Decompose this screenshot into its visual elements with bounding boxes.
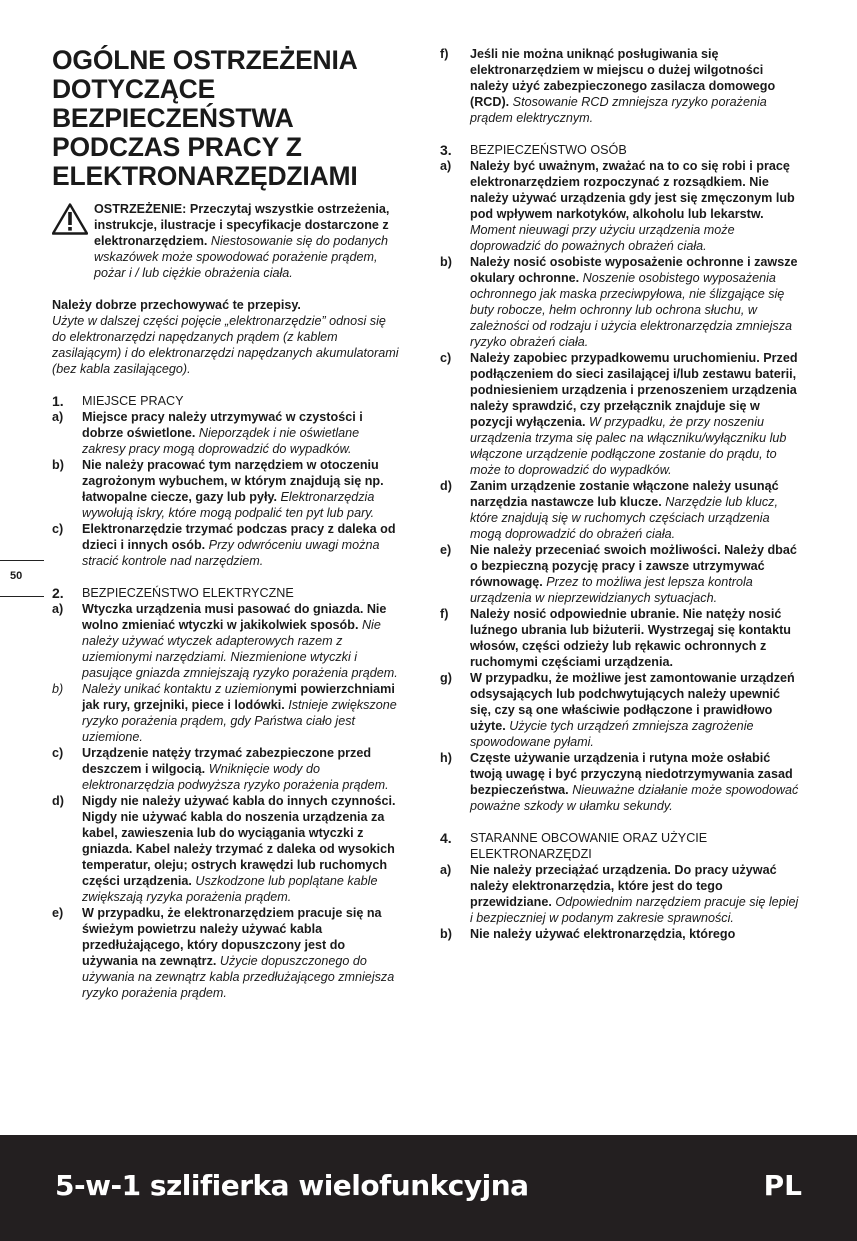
warning-triangle-icon xyxy=(52,203,88,235)
section-title: MIEJSCE PRACY xyxy=(82,394,184,408)
list-item xyxy=(440,46,804,126)
item-body xyxy=(82,905,402,1001)
list-item xyxy=(52,521,402,569)
item-italic: Istnieje zwiększone ryzyko porażenia prądem, gdy Państwa ciało jest uziemione. xyxy=(82,698,397,744)
list-item xyxy=(440,670,804,750)
section-heading xyxy=(440,142,804,158)
section-number: 1. xyxy=(52,393,64,409)
item-body xyxy=(470,542,804,606)
item-italic: Stosowanie RCD zmniejsza ryzyko porażenia prądem elektrycznym. xyxy=(470,95,767,125)
item-body xyxy=(470,750,804,814)
item-letter: b) xyxy=(52,458,64,472)
item-italic-lead: Należy unikać kontaktu z uziemion xyxy=(82,682,276,696)
item-italic: Użycie dopuszczonego do używania na zewnątrz kabla przedłużającego zmniejsza ryzyko porażenia prądem. xyxy=(82,954,395,1000)
list-item xyxy=(52,681,402,745)
section-number: 3. xyxy=(440,142,452,158)
list-item xyxy=(440,254,804,350)
section-number: 2. xyxy=(52,585,64,601)
warning-bold: OSTRZEŻENIE: Przeczytaj wszystkie ostrzeżenia, instrukcje, ilustracje i specyfikacje dostarczone z elektronarzędziem. xyxy=(94,202,390,248)
item-letter: b) xyxy=(440,255,452,269)
item-italic: Noszenie osobistego wyposażenia ochronnego jak maska przeciwpyłowa, nie ślizgające się buty robocze, hełm ochronny lub ochrona słuchu, w zależności od rodzaju i użycia elektronarzędzia zmniejsza ryzyko obrażeń ciała. xyxy=(470,271,792,349)
item-body xyxy=(82,521,402,569)
item-bold: Nie należy używać elektronarzędzia, którego xyxy=(470,927,736,941)
warning-italic: Niestosowanie się do podanych wskazówek może spowodować porażenie prądem, pożar i / lub ciężkie obrażenia ciała. xyxy=(94,234,389,280)
item-letter: e) xyxy=(440,543,452,557)
list-item xyxy=(440,926,804,942)
item-body xyxy=(470,862,804,926)
sections-right xyxy=(440,46,804,942)
item-italic: Użycie tych urządzeń zmniejsza zagrożenie spowodowane pyłami. xyxy=(470,719,754,749)
item-body xyxy=(470,46,804,126)
list-item xyxy=(440,350,804,478)
item-bold: ymi powierzchniami jak rury, grzejniki, piece i lodówki. xyxy=(82,682,395,712)
item-letter: f) xyxy=(440,47,449,61)
sections-left xyxy=(52,393,402,1001)
section-number: 4. xyxy=(440,830,452,846)
item-body xyxy=(470,158,804,254)
item-bold: Nie należy przeciążać urządzenia. Do pracy używać należy elektronarzędzia, które jest do tego przewidziane. xyxy=(470,863,777,909)
section-1 xyxy=(52,393,402,569)
section-title: BEZPIECZEŃSTWO OSÓB xyxy=(470,143,627,157)
section-4 xyxy=(440,830,804,942)
list-item xyxy=(440,158,804,254)
item-letter: a) xyxy=(440,863,452,877)
list-item xyxy=(52,793,402,905)
item-letter: c) xyxy=(440,351,452,365)
item-letter: c) xyxy=(52,522,64,536)
item-bold: Nigdy nie należy używać kabla do innych czynności. Nigdy nie używać kabla do noszenia urządzenia za kabel, zawieszenia lub do wyciągania wtyczki z gniazda. Kabel należy trzymać z daleka od wysokich temperatur, oleju; ostrych krawędzi lub ruchomych części urządzenia. xyxy=(82,794,396,888)
item-bold: W przypadku, że możliwe jest zamontowanie urządzeń odsysających lub podchwytujących należy upewnić się, czy są one właściwie podłączone i prawidłowo użyte. xyxy=(470,671,795,733)
item-italic: Przez to możliwa jest lepsza kontrola urządzenia w nieprzewidzianych sytuacjach. xyxy=(470,575,753,605)
list-item xyxy=(440,862,804,926)
item-italic: Narzędzie lub klucz, które znajdują się w ruchomych częściach urządzenia mogą doprowadzić do obrażeń ciała. xyxy=(470,495,778,541)
item-letter: b) xyxy=(52,682,64,696)
item-bold: Nie należy pracować tym narzędziem w otoczeniu zagrożonym wybuchem, w którym znajdują się np. łatwopalne ciecze, gazy lub pyły. xyxy=(82,458,384,504)
item-italic: Odpowiednim narzędziem pracuje się lepiej i bezpieczniej w podanym zakresie sprawności. xyxy=(470,895,799,925)
item-bold: Należy nosić odpowiednie ubranie. Nie natęży nosić luźnego ubrania lub biżuterii. Wystrzegaj się kontaktu włosów, części odzieży lub rękawic ochronnych z ruchomymi częściami urządzenia. xyxy=(470,607,791,669)
item-bold: Elektronarzędzie trzymać podczas pracy z daleka od dzieci i innych osób. xyxy=(82,522,396,552)
item-letter: g) xyxy=(440,671,452,685)
item-letter: c) xyxy=(52,746,64,760)
item-bold: Wtyczka urządzenia musi pasować do gniazda. Nie wolno zmieniać wtyczki w jakikolwiek sposób. xyxy=(82,602,387,632)
left-column xyxy=(52,46,402,1001)
item-body xyxy=(82,793,402,905)
item-body xyxy=(470,926,804,942)
section-2 xyxy=(440,46,804,126)
item-italic: Nieporządek i nie oświetlane zakresy pracy mogą doprowadzić do wypadków. xyxy=(82,426,360,456)
item-letter: a) xyxy=(52,602,64,616)
list-item xyxy=(440,542,804,606)
item-bold: Zanim urządzenie zostanie włączone należy usunąć narzędzia nastawcze lub klucze. xyxy=(470,479,779,509)
item-letter: a) xyxy=(440,159,452,173)
item-bold: W przypadku, że elektronarzędziem pracuje się na świeżym powietrzu należy używać kabla przedłużającego, który dopuszczony jest do używania na zewnątrz. xyxy=(82,906,382,968)
warning-block xyxy=(52,201,402,281)
item-letter: b) xyxy=(440,927,452,941)
footer-product-title: 5-w-1 szlifierka wielofunkcyjna xyxy=(55,1169,529,1202)
item-letter: e) xyxy=(52,906,64,920)
page-title: OGÓLNE OSTRZEŻENIA DOTYCZĄCE BEZPIECZEŃSTWA PODCZAS PRACY Z ELEKTRONARZĘDZIAMI xyxy=(52,45,358,191)
item-italic: Moment nieuwagi przy użyciu urządzenia może doprowadzić do poważnych obrażeń ciała. xyxy=(470,223,735,253)
right-column xyxy=(440,46,804,942)
item-body xyxy=(82,409,402,457)
keep-bold: Należy dobrze przechowywać te przepisy. xyxy=(52,298,301,312)
section-heading xyxy=(440,830,804,862)
item-letter: d) xyxy=(440,479,452,493)
item-italic: Wniknięcie wody do elektronarzędzia podwyższa ryzyko porażenia prądem. xyxy=(82,762,389,792)
section-2 xyxy=(52,585,402,1001)
section-heading xyxy=(52,393,402,409)
section-title: STARANNE OBCOWANIE ORAZ UŻYCIE ELEKTRONARZĘDZI xyxy=(470,831,708,861)
item-letter: f) xyxy=(440,607,449,621)
item-body xyxy=(82,745,402,793)
item-italic: Nie należy używać wtyczek adapterowych razem z uziemionymi narzędziami. Niezmienione wtyczki i pasujące gniazda zmniejszają ryzyko porażenia prądem. xyxy=(82,618,398,680)
list-item xyxy=(52,409,402,457)
item-bold: Nie należy przeceniać swoich możliwości. Należy dbać o bezpieczną pozycję pracy i zawsze utrzymywać równowagę. xyxy=(470,543,797,589)
section-3 xyxy=(440,142,804,814)
keep-italic: Użyte w dalszej części pojęcie „elektronarzędzie” odnosi się do elektronarzędzi napędzanych prądem (z kablem zasilającym) i do elektronarzędzi napędzanych akumulatorami (bez kabla zasilającego). xyxy=(52,314,399,376)
list-item xyxy=(440,750,804,814)
item-italic: W przypadku, że przy noszeniu urządzenia trzyma się palec na włączniku/wyłączniku lub włączone urządzenie podłączone zostanie do prądu, to może to doprowadzić do wypadków. xyxy=(470,415,787,477)
item-bold: Należy nosić osobiste wyposażenie ochronne i zawsze okulary ochronne. xyxy=(470,255,798,285)
item-body xyxy=(82,601,402,681)
item-italic: Przy odwróceniu uwagi można stracić kontrole nad narzędziem. xyxy=(82,538,380,568)
section-heading xyxy=(52,585,402,601)
list-item xyxy=(440,606,804,670)
list-item xyxy=(52,745,402,793)
footer-bar xyxy=(0,1135,857,1241)
item-body xyxy=(470,670,804,750)
item-italic: Uszkodzone lub poplątane kable zwiększają ryzyka porażenia prądem. xyxy=(82,874,378,904)
item-letter: d) xyxy=(52,794,64,808)
list-item xyxy=(52,457,402,521)
page-number-tab xyxy=(0,566,44,597)
item-letter: h) xyxy=(440,751,452,765)
item-bold: Miejsce pracy należy utrzymywać w czystości i dobrze oświetlone. xyxy=(82,410,363,440)
list-item xyxy=(52,601,402,681)
item-italic: Elektronarzędzia wywołują iskry, które mogą podpalić ten pyt lub pary. xyxy=(82,490,375,520)
item-letter: a) xyxy=(52,410,64,424)
item-bold: Częste używanie urządzenia i rutyna może osłabić twoją uwagę i być przyczyną niedotrzymywania zasad bezpieczeństwa. xyxy=(470,751,793,797)
item-body xyxy=(82,681,402,745)
item-body xyxy=(470,254,804,350)
page-number: 50 xyxy=(10,570,23,582)
list-item xyxy=(52,905,402,1001)
list-item xyxy=(440,478,804,542)
item-body xyxy=(470,478,804,542)
section-title: BEZPIECZEŃSTWO ELEKTRYCZNE xyxy=(82,586,294,600)
footer-language: PL xyxy=(763,1169,802,1202)
keep-instructions xyxy=(52,297,402,377)
item-bold: Należy zapobiec przypadkowemu uruchomieniu. Przed podłączeniem do sieci zasilającej i/lub zestawu baterii, podniesieniem urządzenia i przenoszeniem urządzenia należy sprawdzić, czy przełącznik znajduje się w pozycji wyłączenia. xyxy=(470,351,798,429)
item-bold: Należy być uważnym, zważać na to co się robi i pracę elektronarzędziem rozpoczynać z rozsądkiem. Nie należy używać urządzenia gdy jest się zmęczonym lub pod wpływem narkotyków, alkoholu lub lekarstw. xyxy=(470,159,795,221)
item-bold: Urządzenie natęży trzymać zabezpieczone przed deszczem i wilgocią. xyxy=(82,746,372,776)
item-body xyxy=(470,350,804,478)
item-bold: Jeśli nie można uniknąć posługiwania się elektronarzędziem w miejscu o dużej wilgotności należy użyć zabezpieczonego zasilacza domowego (RCD). xyxy=(470,47,776,109)
item-body xyxy=(82,457,402,521)
item-italic: Nieuważne działanie może spowodować poważne szkody w ułamku sekundy. xyxy=(470,783,799,813)
item-body xyxy=(470,606,804,670)
